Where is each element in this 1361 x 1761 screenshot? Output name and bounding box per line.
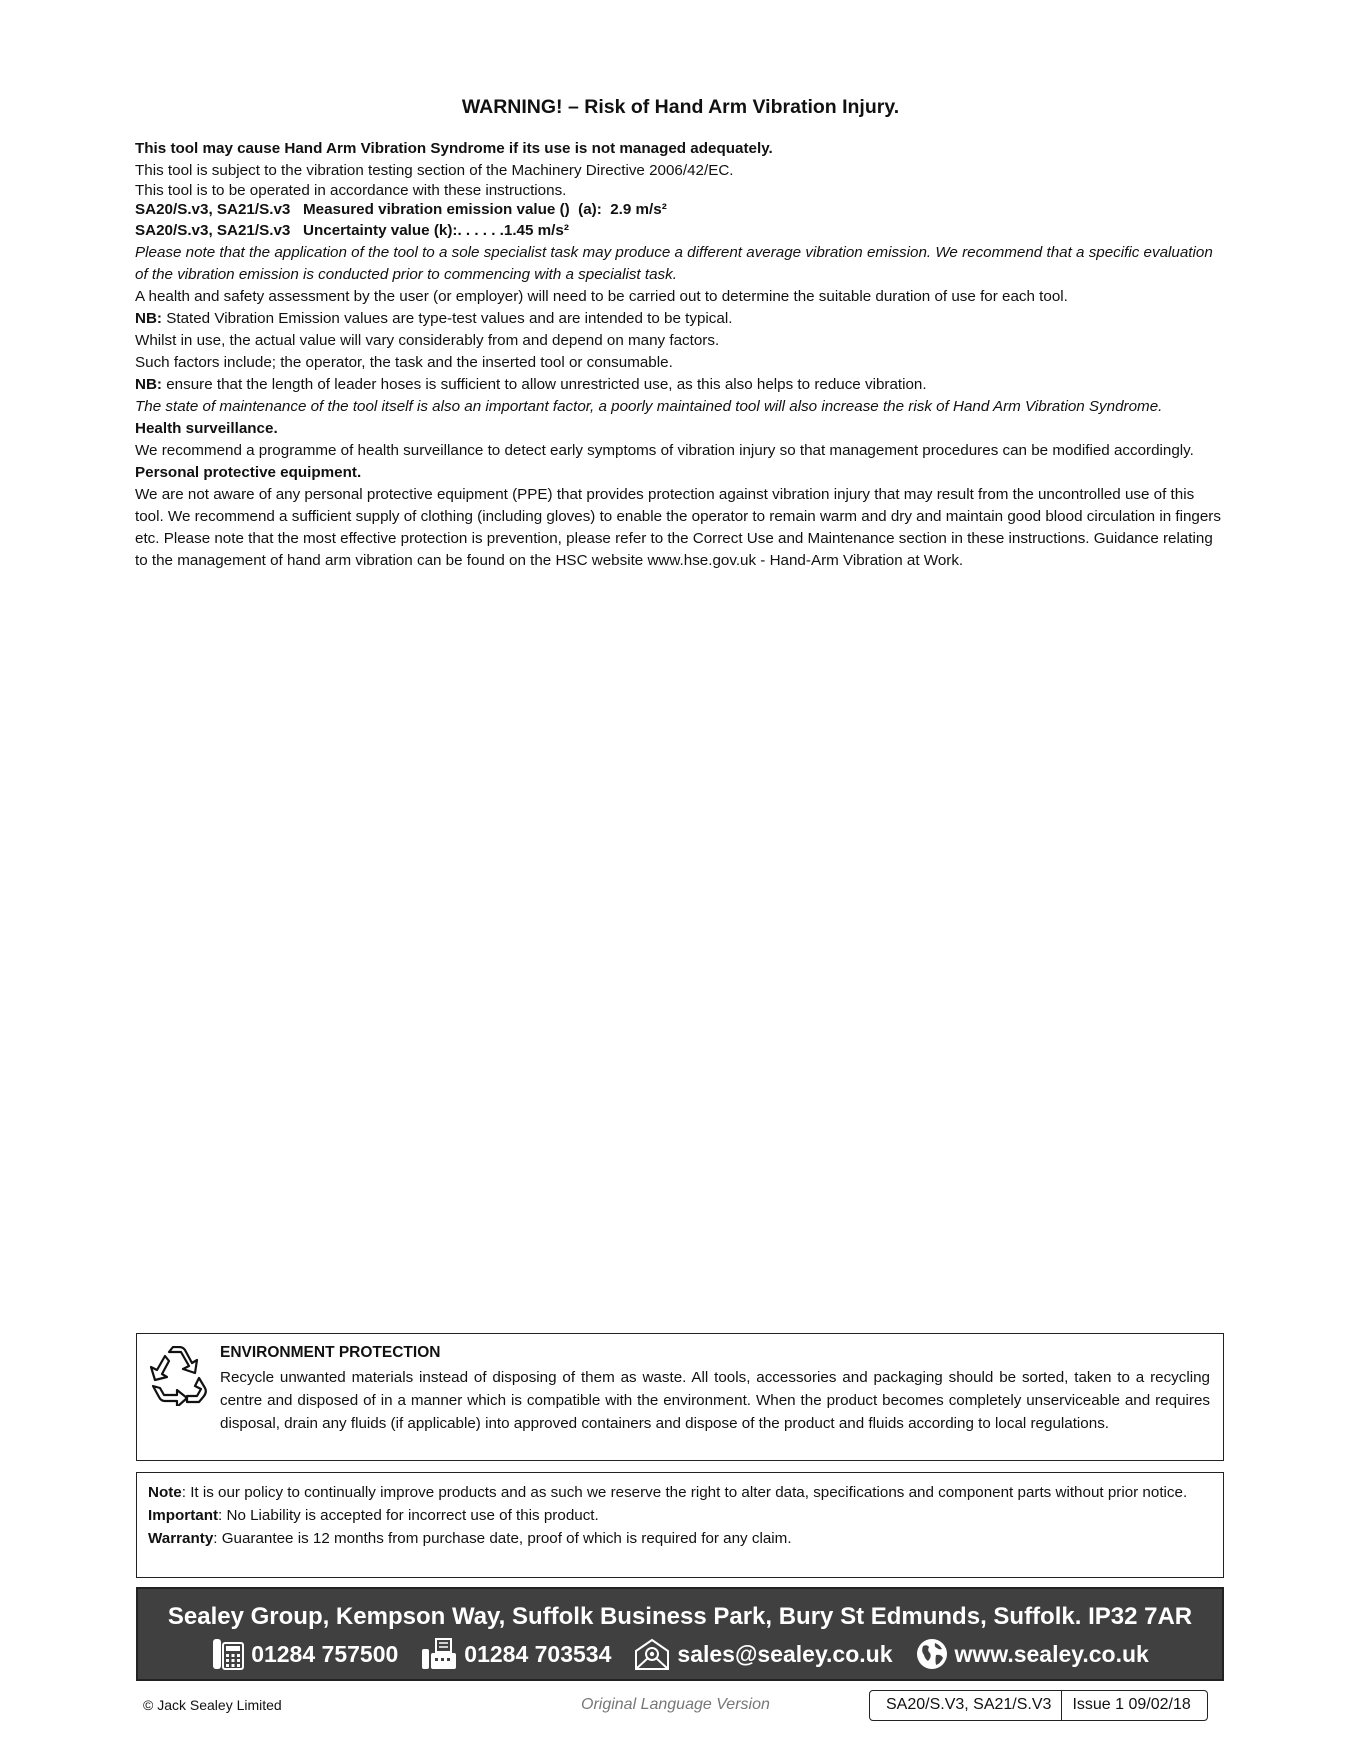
contact-details bbox=[138, 1637, 1222, 1671]
policy-notes-box bbox=[136, 1472, 1224, 1578]
email-address: sales@sealey.co.uk bbox=[677, 1640, 893, 1667]
phone-number: 01284 757500 bbox=[251, 1640, 399, 1667]
specialist-task-note: Please note that the application of the tool to a sole specialist task may produce a different average vibration emission. We recommend that a specific evaluation of the vibration emission is conducted prior to commencing with a specialist task. bbox=[135, 244, 1213, 283]
model-issue-box bbox=[869, 1690, 1208, 1721]
health-heading: Health surveillance. bbox=[135, 420, 278, 437]
environment-protection-box bbox=[136, 1333, 1224, 1461]
note-label: Note bbox=[148, 1484, 182, 1501]
globe-icon bbox=[915, 1637, 949, 1671]
environment-title: ENVIRONMENT PROTECTION bbox=[220, 1344, 441, 1361]
email-contact bbox=[633, 1637, 892, 1671]
warranty-paragraph bbox=[148, 1527, 1212, 1550]
fax-number: 01284 703534 bbox=[464, 1640, 612, 1667]
nb-label: NB: bbox=[135, 376, 162, 393]
recycle-icon bbox=[147, 1346, 209, 1406]
note-text: : It is our policy to continually improve products and as such we reserve the right to alter data, specifications and component parts without prior notice. bbox=[181, 1484, 1188, 1501]
issue-date: Issue 1 09/02/18 bbox=[1061, 1691, 1206, 1720]
factors-text: Such factors include; the operator, the task and the inserted tool or consumable. bbox=[135, 354, 673, 371]
uncertainty-line: SA20/S.v3, SA21/S.v3 Uncertainty value (k):. . . . . .1.45 m/s² bbox=[135, 222, 569, 239]
maintenance-note: The state of maintenance of the tool itself is also an important factor, a poorly maintained tool will also increase the risk of Hand Arm Vibration Syndrome. bbox=[135, 398, 1163, 415]
telephone-icon bbox=[211, 1637, 245, 1671]
important-text: : No Liability is accepted for incorrect use of this product. bbox=[218, 1507, 599, 1524]
phone-contact bbox=[211, 1637, 398, 1671]
warranty-text: : Guarantee is 12 months from purchase date, proof of which is required for any claim. bbox=[213, 1530, 792, 1547]
email-envelope-icon bbox=[633, 1637, 671, 1671]
copyright: © Jack Sealey Limited bbox=[143, 1697, 282, 1713]
fax-icon bbox=[420, 1637, 458, 1671]
company-address: Sealey Group, Kempson Way, Suffolk Business Park, Bury St Edmunds, Suffolk. IP32 7AR bbox=[167, 1603, 1193, 1630]
whilst-text: Whilst in use, the actual value will vary considerably from and depend on many factors. bbox=[135, 332, 720, 349]
fax-contact bbox=[420, 1637, 611, 1671]
nb-typical bbox=[135, 308, 1227, 330]
ppe-text: We are not aware of any personal protective equipment (PPE) that provides protection against vibration injury that may result from the uncontrolled use of this tool. We recommend a sufficient supply of clothing (including gloves) to enable the operator to remain warm and dry and maintain good blood circulation in fingers etc. Please note that the most effective protection is prevention, please refer to the Correct Use and Maintenance section in these instructions. Guidance relating to the management of hand arm vibration can be found on the HSC website www.hse.gov.uk - Hand-Arm Vibration at Work. bbox=[135, 486, 1221, 569]
ppe-heading: Personal protective equipment. bbox=[135, 464, 362, 481]
warranty-label: Warranty bbox=[148, 1530, 214, 1547]
health-text: We recommend a programme of health surveillance to detect early symptoms of vibration injury so that management procedures can be modified accordingly. bbox=[135, 442, 1194, 459]
web-contact bbox=[915, 1637, 1149, 1671]
language-version: Original Language Version bbox=[581, 1696, 770, 1713]
intro-line-2: This tool is subject to the vibration testing section of the Machinery Directive 2006/42/EC. bbox=[135, 162, 734, 179]
page-title: WARNING! – Risk of Hand Arm Vibration Injury. bbox=[461, 96, 900, 118]
intro-line-3: This tool is to be operated in accordance with these instructions. bbox=[135, 182, 567, 199]
warning-body bbox=[135, 138, 1227, 572]
important-paragraph bbox=[148, 1504, 1212, 1527]
assessment-text: A health and safety assessment by the user (or employer) will need to be carried out to determine the suitable duration of use for each tool. bbox=[135, 288, 1068, 305]
environment-text: Recycle unwanted materials instead of disposing of them as waste. All tools, accessories and packaging should be sorted, taken to a recycling centre and disposed of in a manner which is compatible with the environment. When the product becomes completely unserviceable and requires disposal, drain any fluids (if applicable) into approved containers and dispose of the product and fluids according to local regulations. bbox=[220, 1369, 1210, 1432]
contact-bar bbox=[136, 1587, 1224, 1681]
model-numbers: SA20/S.V3, SA21/S.V3 bbox=[886, 1696, 1052, 1713]
website-address: www.sealey.co.uk bbox=[954, 1640, 1149, 1667]
intro-bold: This tool may cause Hand Arm Vibration Syndrome if its use is not managed adequately. bbox=[135, 140, 773, 157]
nb-text: Stated Vibration Emission values are type-test values and are intended to be typical. bbox=[162, 310, 733, 327]
nb-label: NB: bbox=[135, 310, 162, 327]
nb-hoses bbox=[135, 374, 1227, 396]
note-paragraph bbox=[148, 1481, 1212, 1504]
important-label: Important bbox=[148, 1507, 219, 1524]
nb-text: ensure that the length of leader hoses is sufficient to allow unrestricted use, as this also helps to reduce vibration. bbox=[162, 376, 927, 393]
vibration-emission-line: SA20/S.v3, SA21/S.v3 Measured vibration emission value () (a): 2.9 m/s² bbox=[135, 201, 667, 218]
